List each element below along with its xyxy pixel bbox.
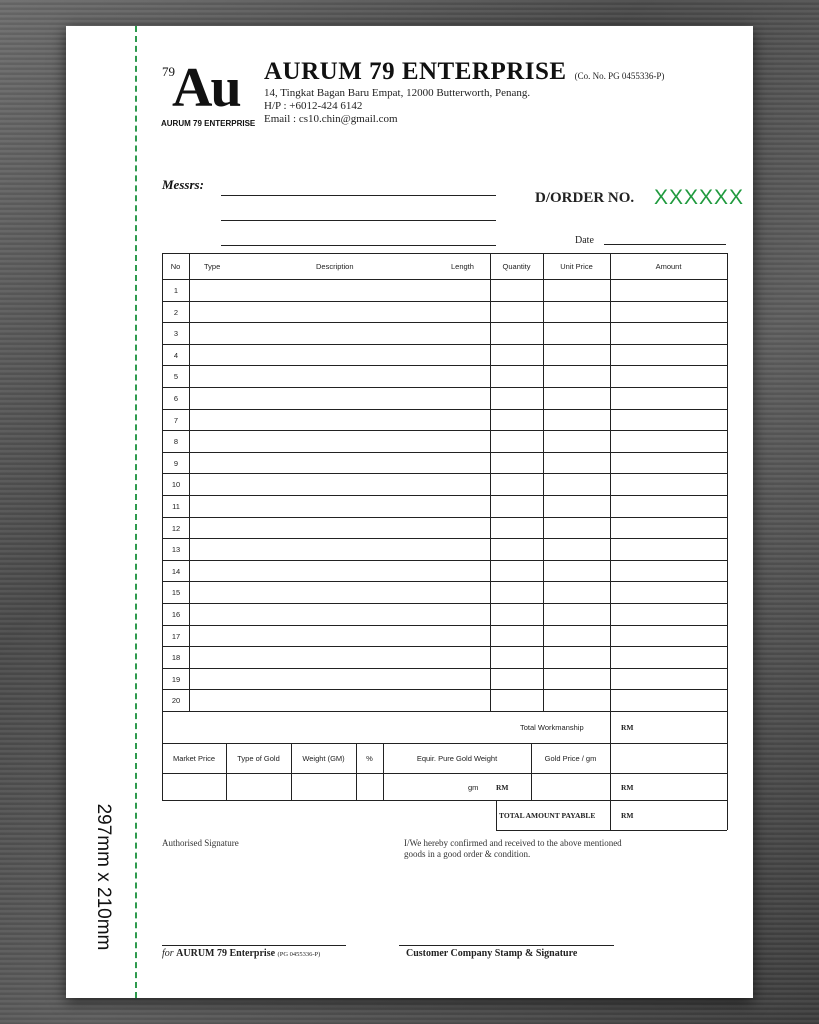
table-top-border bbox=[162, 253, 727, 254]
gold-amount-rm: RM bbox=[621, 783, 634, 792]
company-email: Email : cs10.chin@gmail.com bbox=[264, 113, 398, 125]
table-header-bottom bbox=[162, 279, 727, 280]
table-row-line bbox=[162, 344, 727, 345]
authorised-signature-label: Authorised Signature bbox=[162, 838, 239, 848]
table-row-line bbox=[162, 452, 727, 453]
header-type: Type bbox=[204, 262, 221, 271]
table-row-line bbox=[162, 322, 727, 323]
total-workmanship-label: Total Workmanship bbox=[520, 723, 584, 732]
table-row-number: 13 bbox=[171, 545, 181, 555]
header-weight: Weight (GM) bbox=[302, 754, 345, 763]
company-reg-no: (Co. No. PG 0455336-P) bbox=[574, 71, 665, 81]
header-gold-price: Gold Price / gm bbox=[544, 754, 597, 763]
gold-price-rm: RM bbox=[496, 783, 509, 792]
table-row-line bbox=[162, 538, 727, 539]
header-type-of-gold: Type of Gold bbox=[237, 754, 280, 763]
table-row-number: 1 bbox=[173, 286, 179, 295]
customer-stamp-label: Customer Company Stamp & Signature bbox=[406, 948, 578, 959]
table-row-number: 2 bbox=[173, 307, 179, 317]
total-amount-payable-label: TOTAL AMOUNT PAYABLE bbox=[499, 811, 596, 820]
company-logo: 79 Au AURUM 79 ENTERPRISE bbox=[161, 57, 256, 128]
table-row-number: 3 bbox=[173, 329, 179, 339]
table-row-number: 20 bbox=[171, 696, 181, 706]
table-right-border bbox=[727, 253, 728, 830]
messrs-line-1[interactable] bbox=[221, 195, 496, 196]
table-row-line bbox=[162, 625, 727, 626]
messrs-line-2[interactable] bbox=[221, 220, 496, 221]
header-equiv-gold-weight: Equir. Pure Gold Weight bbox=[416, 754, 498, 763]
header-length: Length bbox=[451, 262, 474, 271]
table-row-line bbox=[162, 517, 727, 518]
for-company-label: for AURUM 79 Enterprise (PG 0455336-P) bbox=[162, 948, 321, 959]
table-row-number: 8 bbox=[173, 437, 179, 447]
table-row-line bbox=[162, 668, 727, 669]
confirmation-text: I/We hereby confirmed and received to the above mentioned goods in a good order & condition. bbox=[404, 838, 622, 859]
table-row-number: 17 bbox=[171, 631, 181, 641]
table-row-number: 11 bbox=[172, 502, 180, 511]
customer-signature-line[interactable] bbox=[399, 945, 614, 946]
total-workmanship-rm: RM bbox=[621, 723, 634, 732]
table-row-line bbox=[162, 365, 727, 366]
gold-col-line bbox=[383, 743, 384, 800]
table-row-line bbox=[162, 581, 727, 582]
gold-row-bottom bbox=[162, 800, 727, 801]
table-row-number: 6 bbox=[173, 394, 179, 403]
table-row-number: 10 bbox=[171, 480, 181, 490]
paper-size-label: 297mm x 210mm bbox=[93, 803, 114, 951]
header-amount: Amount bbox=[655, 262, 682, 271]
table-row-number: 14 bbox=[171, 566, 181, 576]
table-row-line bbox=[162, 409, 727, 410]
table-row-line bbox=[162, 495, 727, 496]
table-row-line bbox=[162, 301, 727, 302]
gold-col-line bbox=[531, 743, 532, 800]
messrs-label: Messrs: bbox=[162, 177, 204, 192]
table-row-line bbox=[162, 603, 727, 604]
table-row-number: 16 bbox=[171, 610, 181, 619]
total-amount-payable-rm: RM bbox=[621, 811, 634, 820]
order-number-value: XXXXXX bbox=[654, 186, 745, 209]
header-no: No bbox=[170, 262, 181, 271]
gold-col-line bbox=[356, 743, 357, 800]
gold-col-line bbox=[226, 743, 227, 800]
table-row-line bbox=[162, 560, 727, 561]
table-row-number: 18 bbox=[171, 653, 181, 663]
table-row-line bbox=[162, 387, 727, 388]
table-row-number: 4 bbox=[173, 350, 179, 360]
table-row-number: 12 bbox=[171, 523, 181, 533]
company-phone: H/P : +6012-424 6142 bbox=[264, 100, 363, 112]
table-row-number: 9 bbox=[173, 458, 179, 468]
gold-header-bottom bbox=[162, 773, 727, 774]
table-row-line bbox=[162, 711, 727, 712]
date-label: Date bbox=[575, 235, 594, 246]
messrs-line-3[interactable] bbox=[221, 245, 496, 246]
header-quantity: Quantity bbox=[502, 262, 531, 271]
company-name: AURUM 79 ENTERPRISE bbox=[264, 58, 567, 85]
header-market-price: Market Price bbox=[172, 754, 216, 763]
delivery-order-sheet bbox=[66, 26, 753, 998]
table-row-number: 5 bbox=[173, 372, 179, 382]
payable-left-border bbox=[496, 800, 497, 830]
company-address: 14, Tingkat Bagan Baru Empat, 12000 Butterworth, Penang. bbox=[264, 87, 531, 99]
header-percent: % bbox=[366, 754, 373, 763]
table-row-number: 15 bbox=[171, 588, 181, 598]
table-row-line bbox=[162, 646, 727, 647]
table-row-number: 19 bbox=[171, 674, 181, 684]
table-row-line bbox=[162, 430, 727, 431]
total-workmanship-bottom bbox=[162, 743, 727, 744]
company-contact bbox=[264, 87, 530, 126]
date-line[interactable] bbox=[604, 244, 726, 245]
table-row-line bbox=[162, 473, 727, 474]
table-row-line bbox=[162, 689, 727, 690]
header-unit-price: Unit Price bbox=[560, 262, 593, 271]
payable-bottom-border bbox=[496, 830, 727, 831]
company-header bbox=[264, 58, 664, 86]
order-number-label: D/ORDER NO. bbox=[535, 190, 635, 206]
authorised-signature-line[interactable] bbox=[162, 945, 346, 946]
header-description: Description bbox=[316, 262, 354, 271]
gold-col-line bbox=[291, 743, 292, 800]
table-row-number: 7 bbox=[173, 415, 179, 425]
gold-gm-unit: gm bbox=[468, 783, 479, 792]
